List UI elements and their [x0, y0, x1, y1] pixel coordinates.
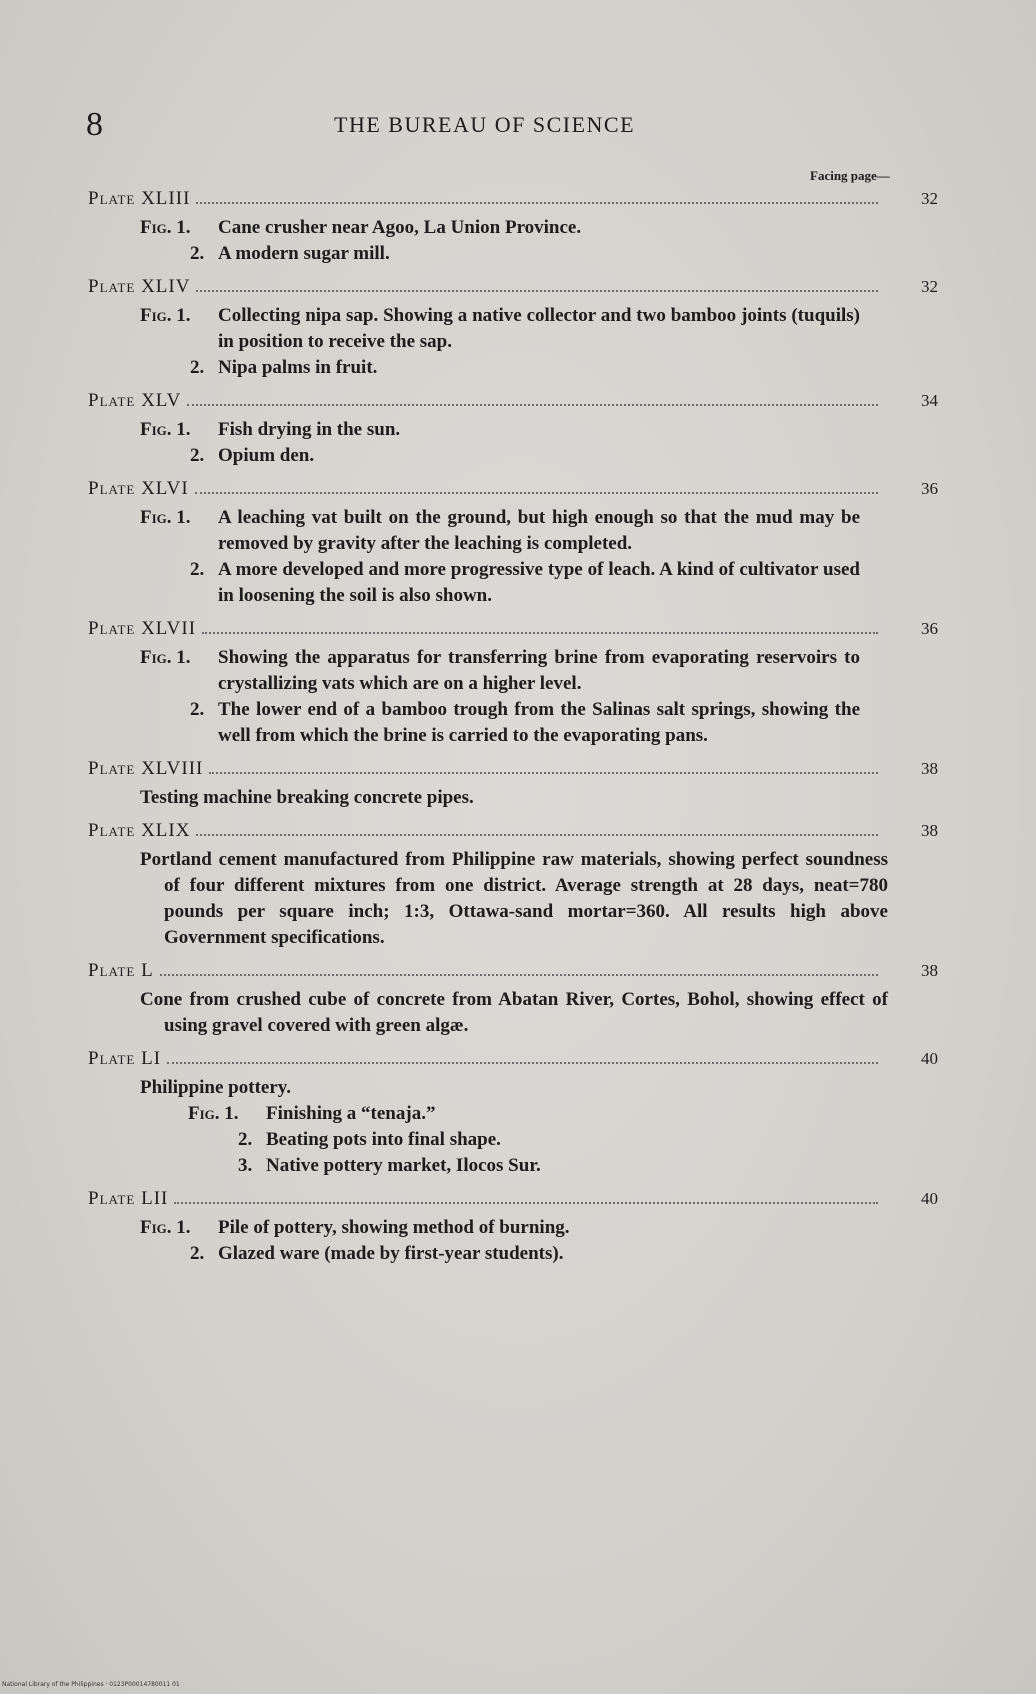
figure-text: Showing the apparatus for transferring brine from evaporating reservoirs to crystallizing vats which are on a higher level.	[218, 647, 860, 694]
dot-leader	[167, 1062, 878, 1064]
figure-caption	[140, 1215, 860, 1241]
plate-intro: Philippine pottery.	[140, 1077, 291, 1098]
facing-page-number: 38	[921, 961, 938, 980]
figure-number: 2.	[238, 1129, 253, 1150]
dot-leader	[160, 974, 878, 976]
figure-caption	[140, 417, 860, 443]
dot-leader	[196, 202, 878, 204]
plate-caption: Testing machine breaking concrete pipes.	[140, 787, 474, 808]
facing-page-number: 38	[921, 759, 938, 778]
facing-page-number: 32	[921, 189, 938, 208]
plate-entry	[88, 276, 938, 381]
figure-caption	[140, 303, 860, 355]
plate-entry	[88, 478, 938, 609]
figure-number: Fig. 1.	[140, 419, 191, 440]
dot-leader	[174, 1202, 878, 1204]
plate-label: Plate L	[88, 960, 154, 981]
figure-number: 2.	[190, 699, 205, 720]
figure-text: Opium den.	[218, 445, 315, 466]
plate-label: Plate XLIII	[88, 188, 191, 209]
figure-number: Fig. 1.	[140, 647, 191, 668]
plate-label: Plate XLVI	[88, 478, 189, 499]
figure-caption	[188, 1153, 860, 1179]
figure-number: 2.	[190, 1243, 205, 1264]
figure-number: 2.	[190, 559, 205, 580]
plate-entry	[88, 1048, 938, 1179]
plate-list	[88, 188, 938, 1276]
plate-entry	[88, 758, 938, 811]
plate-entry	[88, 188, 938, 267]
figure-caption	[140, 1241, 860, 1267]
plate-entry	[88, 618, 938, 749]
figure-text: Fish drying in the sun.	[218, 419, 401, 440]
plate-label: Plate XLVII	[88, 618, 197, 639]
facing-page-number: 40	[921, 1049, 938, 1068]
figure-text: A leaching vat built on the ground, but high enough so that the mud may be removed by gravity after the leaching is completed.	[218, 507, 860, 554]
dot-leader	[196, 834, 878, 836]
figure-caption	[188, 1127, 860, 1153]
plate-entry	[88, 960, 938, 1039]
figure-text: Glazed ware (made by first-year students).	[218, 1243, 564, 1264]
plate-heading	[88, 188, 938, 215]
figure-number: 2.	[190, 243, 205, 264]
plate-caption: Cone from crushed cube of concrete from Abatan River, Cortes, Bohol, showing effect of using gravel covered with green algæ.	[140, 989, 888, 1036]
dot-leader	[195, 492, 878, 494]
facing-page-number: 32	[921, 277, 938, 296]
plate-heading	[88, 1188, 938, 1215]
facing-page-number: 36	[921, 479, 938, 498]
plate-label: Plate XLV	[88, 390, 182, 411]
dot-leader	[196, 290, 878, 292]
plate-heading	[88, 390, 938, 417]
figure-number: Fig. 1.	[140, 507, 191, 528]
plate-label: Plate XLVIII	[88, 758, 204, 779]
figure-text: A more developed and more progressive type of leach. A kind of cultivator used in loosening the soil is also shown.	[218, 559, 860, 606]
figure-text: Nipa palms in fruit.	[218, 357, 378, 378]
figure-text: Beating pots into final shape.	[266, 1129, 501, 1150]
plate-entry	[88, 390, 938, 469]
plate-heading	[88, 820, 938, 847]
facing-page-label: Facing page—	[810, 168, 890, 183]
plate-caption: Portland cement manufactured from Philippine raw materials, showing perfect soundness of four different mixtures from one district. Average strength at 28 days, neat=780 pounds per square inch; 1:3, Ottawa-sand mortar=360. All results high above Government specifications.	[140, 849, 888, 948]
plate-label: Plate LI	[88, 1048, 162, 1069]
plate-heading	[88, 478, 938, 505]
figure-text: The lower end of a bamboo trough from the Salinas salt springs, showing the well from which the brine is carried to the evaporating pans.	[218, 699, 860, 746]
figure-text: Finishing a “tenaja.”	[266, 1103, 436, 1124]
figure-caption	[140, 697, 860, 749]
figure-caption	[140, 557, 860, 609]
plate-heading	[88, 618, 938, 645]
figure-caption	[140, 443, 860, 469]
figure-number: Fig. 1.	[188, 1103, 239, 1124]
plate-heading	[88, 276, 938, 303]
figure-number: Fig. 1.	[140, 305, 191, 326]
figure-text: A modern sugar mill.	[218, 243, 390, 264]
figure-caption	[140, 355, 860, 381]
figure-caption	[140, 645, 860, 697]
figure-caption	[140, 215, 860, 241]
figure-number: 2.	[190, 357, 205, 378]
dot-leader	[187, 404, 878, 406]
figure-text: Collecting nipa sap. Showing a native collector and two bamboo joints (tuquils) in position to receive the sap.	[218, 305, 860, 352]
running-title: THE BUREAU OF SCIENCE	[334, 112, 636, 137]
scan-credit: National Library of the Philippines · 0123P00014780011 01	[2, 1681, 180, 1688]
figure-caption	[188, 1101, 860, 1127]
plate-label: Plate XLIV	[88, 276, 191, 297]
plate-entry	[88, 820, 938, 951]
facing-page-number: 36	[921, 619, 938, 638]
facing-page-number: 40	[921, 1189, 938, 1208]
figure-number: Fig. 1.	[140, 1217, 191, 1238]
figure-text: Pile of pottery, showing method of burning.	[218, 1217, 570, 1238]
facing-page-number: 38	[921, 821, 938, 840]
plate-label: Plate LII	[88, 1188, 169, 1209]
figure-text: Cane crusher near Agoo, La Union Province.	[218, 217, 582, 238]
figure-number: 2.	[190, 445, 205, 466]
page-number: 8	[86, 106, 103, 143]
figure-number: Fig. 1.	[140, 217, 191, 238]
plate-heading	[88, 758, 938, 785]
plate-entry	[88, 1188, 938, 1267]
plate-heading	[88, 960, 938, 987]
figure-caption	[140, 241, 860, 267]
dot-leader	[202, 632, 878, 634]
figure-caption	[140, 505, 860, 557]
plate-label: Plate XLIX	[88, 820, 191, 841]
figure-text: Native pottery market, Ilocos Sur.	[266, 1155, 541, 1176]
page-header	[86, 106, 938, 146]
figure-number: 3.	[238, 1155, 253, 1176]
dot-leader	[209, 772, 878, 774]
plate-heading	[88, 1048, 938, 1075]
facing-page-number: 34	[921, 391, 938, 410]
